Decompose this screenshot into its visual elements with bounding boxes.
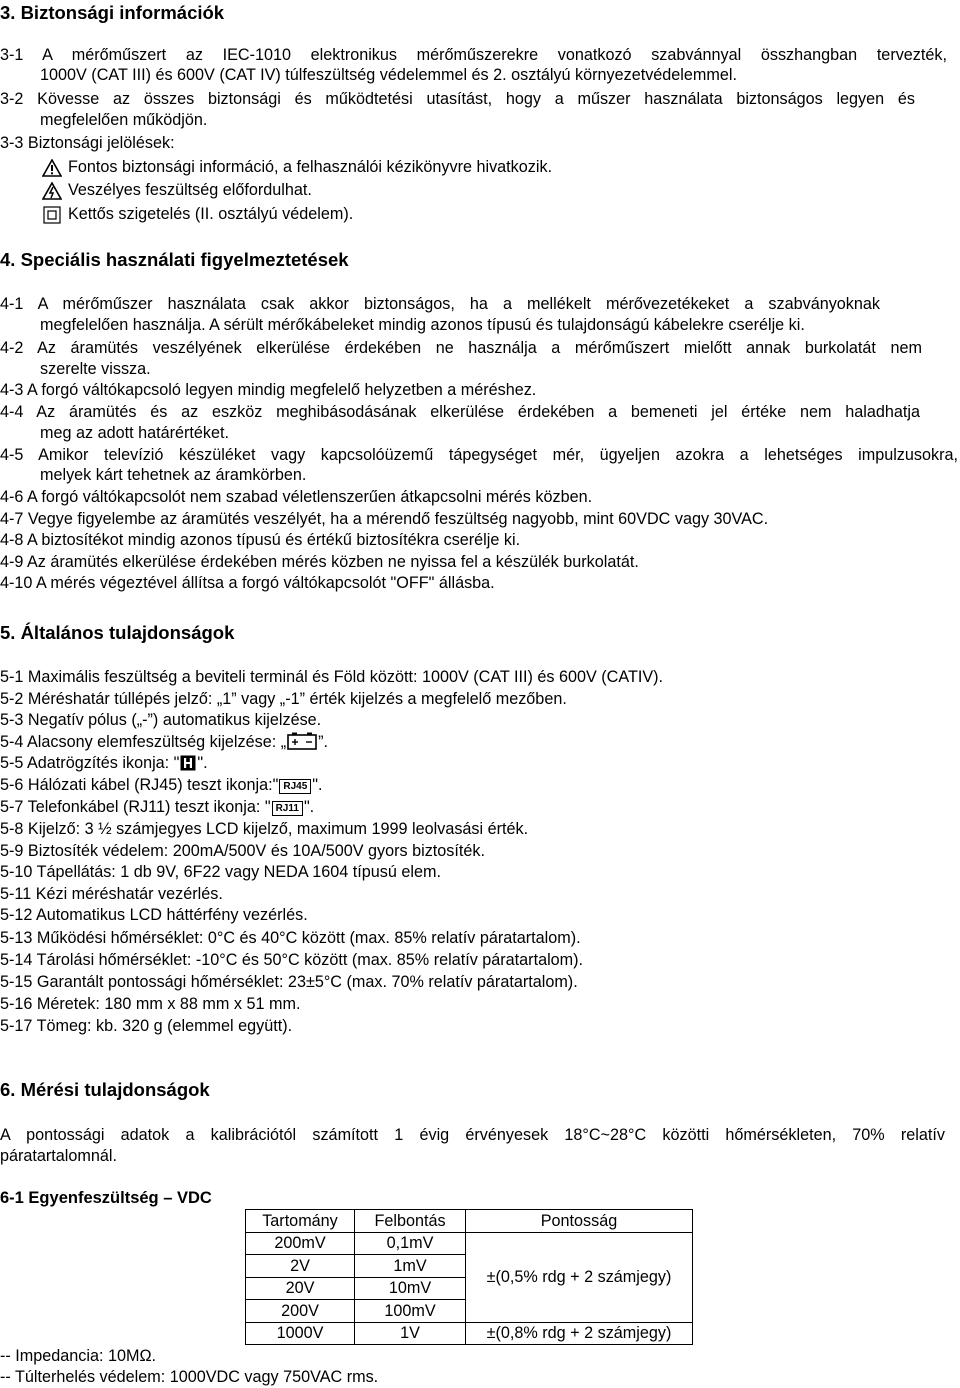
item-5-6-text: 5-6 Hálózati kábel (RJ45) teszt ikonja:" bbox=[0, 776, 279, 794]
symbol-3-text: Kettős szigetelés (II. osztályú védelem). bbox=[68, 205, 354, 223]
item-5-7-text: 5-7 Telefonkábel (RJ11) teszt ikonja: " bbox=[0, 798, 271, 816]
item-5-7 bbox=[0, 797, 314, 817]
item-5-12: 5-12 Automatikus LCD háttérfény vezérlés. bbox=[0, 906, 308, 924]
item-5-4-end: ”. bbox=[318, 733, 329, 751]
section-4-title: 4. Speciális használati figyelmeztetések bbox=[0, 249, 349, 270]
section-6-intro-line1: A pontossági adatok a kalibrációtól számított 1 évig érvényesek 18°C~28°C közötti hőmérsékleten, 70% relatív bbox=[0, 1126, 945, 1144]
subsection-6-1-title: 6-1 Egyenfeszültség – VDC bbox=[0, 1189, 212, 1207]
section-6-title: 6. Mérési tulajdonságok bbox=[0, 1079, 210, 1100]
item-4-7: 4-7 Vegye figyelembe az áramütés veszélyét, ha a mérendő feszültség nagyobb, mint 60VDC vagy 30VAC. bbox=[0, 510, 769, 528]
section-6-intro-line2: páratartalomnál. bbox=[0, 1147, 117, 1165]
item-5-4-text: 5-4 Alacsony elemfeszültség kijelzése: „ bbox=[0, 733, 287, 751]
item-5-4 bbox=[0, 732, 328, 752]
cell-resolution: 0,1mV bbox=[355, 1232, 466, 1255]
item-5-5-end: ". bbox=[197, 754, 208, 772]
warning-icon bbox=[42, 159, 62, 177]
cell-resolution: 1V bbox=[355, 1322, 466, 1345]
item-5-15: 5-15 Garantált pontossági hőmérséklet: 23±5°C (max. 70% relatív páratartalom). bbox=[0, 973, 578, 991]
item-5-17: 5-17 Tömeg: kb. 320 g (elemmel együtt). bbox=[0, 1017, 293, 1035]
item-5-5-text: 5-5 Adatrögzítés ikonja: " bbox=[0, 754, 180, 772]
item-5-7-end: ". bbox=[303, 798, 315, 816]
item-4-3: 4-3 A forgó váltókapcsoló legyen mindig megfelelő helyzetben a méréshez. bbox=[0, 381, 537, 399]
cell-range: 2V bbox=[246, 1255, 355, 1278]
item-4-8: 4-8 A biztosítékot mindig azonos típusú és értékű biztosítékra cserélje ki. bbox=[0, 531, 521, 549]
item-5-16: 5-16 Méretek: 180 mm x 88 mm x 51 mm. bbox=[0, 995, 301, 1013]
item-4-9: 4-9 Az áramütés elkerülése érdekében mérés közben ne nyissa fel a készülék burkolatát. bbox=[0, 553, 639, 571]
header-resolution: Felbontás bbox=[355, 1210, 466, 1233]
section-3-title: 3. Biztonsági információk bbox=[0, 2, 225, 23]
item-3-3: 3-3 Biztonsági jelölések: bbox=[0, 134, 175, 152]
note-impedance: -- Impedancia: 10MΩ. bbox=[0, 1347, 157, 1365]
item-3-1-line2: 1000V (CAT III) és 600V (CAT IV) túlfeszültség védelemmel és 2. osztályú környezetvédelemmel. bbox=[40, 66, 737, 84]
header-accuracy: Pontosság bbox=[466, 1210, 693, 1233]
item-4-2-line2: szerelte vissza. bbox=[40, 360, 151, 378]
double-insulation-icon bbox=[42, 206, 62, 224]
item-3-2-line1: 3-2 Kövesse az összes biztonsági és működtetési utasítást, hogy a műszer használata biztonságos legyen és bbox=[0, 90, 915, 108]
note-overload: -- Túlterhelés védelem: 1000VDC vagy 750VAC rms. bbox=[0, 1368, 379, 1386]
item-4-1-line2: megfelelően használja. A sérült mérőkábeleket mindig azonos típusú és tulajdonságú kábelekre cserélje ki. bbox=[40, 316, 805, 334]
item-3-1-line1: 3-1 A mérőműszert az IEC-1010 elektronikus mérőműszerekre vonatkozó szabvánnyal összhangban tervezték, bbox=[0, 46, 947, 64]
rj45-icon: RJ45 bbox=[279, 779, 311, 794]
item-5-8: 5-8 Kijelző: 3 ½ számjegyes LCD kijelző, maximum 1999 leolvasási érték. bbox=[0, 820, 529, 838]
item-5-6-end: ". bbox=[312, 776, 323, 794]
section-5-title: 5. Általános tulajdonságok bbox=[0, 622, 235, 643]
item-4-1-line1: 4-1 A mérőműszer használata csak akkor biztonságos, ha a mellékelt mérővezetékeket a szabványoknak bbox=[0, 295, 880, 313]
table-row bbox=[246, 1322, 693, 1345]
item-4-4-line2: meg az adott határértéket. bbox=[40, 424, 229, 442]
table-row bbox=[246, 1232, 693, 1255]
cell-accuracy: ±(0,5% rdg + 2 számjegy) bbox=[466, 1232, 693, 1322]
item-5-5 bbox=[0, 753, 208, 773]
low-battery-icon bbox=[287, 732, 317, 750]
cell-range: 1000V bbox=[246, 1322, 355, 1345]
cell-resolution: 100mV bbox=[355, 1300, 466, 1323]
item-4-5-line1: 4-5 Amikor televízió készüléket vagy kapcsolóüzemű tápegységet mér, ügyeljen azokra a lehetséges impulzusokra, bbox=[0, 446, 958, 464]
cell-resolution: 1mV bbox=[355, 1255, 466, 1278]
item-5-2: 5-2 Méréshatár túllépés jelző: „1” vagy „-1” érték kijelzés a megfelelő mezőben. bbox=[0, 690, 567, 708]
item-4-6: 4-6 A forgó váltókapcsolót nem szabad véletlenszerűen átkapcsolni mérés közben. bbox=[0, 488, 593, 506]
item-5-10: 5-10 Tápellátás: 1 db 9V, 6F22 vagy NEDA 1604 típusú elem. bbox=[0, 863, 441, 881]
item-3-2-line2: megfelelően működjön. bbox=[40, 111, 208, 129]
item-4-5-line2: melyek kárt tehetnek az áramkörben. bbox=[40, 466, 307, 484]
high-voltage-icon bbox=[42, 182, 62, 200]
item-5-3: 5-3 Negatív pólus („-”) automatikus kijelzése. bbox=[0, 711, 322, 729]
cell-range: 200mV bbox=[246, 1232, 355, 1255]
item-5-1: 5-1 Maximális feszültség a beviteli terminál és Föld között: 1000V (CAT III) és 600V (CATIV). bbox=[0, 668, 664, 686]
cell-accuracy: ±(0,8% rdg + 2 számjegy) bbox=[466, 1322, 693, 1345]
item-4-2-line1: 4-2 Az áramütés veszélyének elkerülése érdekében ne használja a mérőműszert mielőtt annak burkolatát nem bbox=[0, 339, 922, 357]
data-hold-icon bbox=[180, 755, 196, 771]
symbol-1-text: Fontos biztonsági információ, a felhasználói kézikönyvre hivatkozik. bbox=[68, 158, 553, 176]
cell-resolution: 10mV bbox=[355, 1277, 466, 1300]
rj11-icon: RJ11 bbox=[272, 801, 303, 816]
item-5-13: 5-13 Működési hőmérséklet: 0°C és 40°C között (max. 85% relatív páratartalom). bbox=[0, 929, 581, 947]
item-4-10: 4-10 A mérés végeztével állítsa a forgó váltókapcsolót "OFF" állásba. bbox=[0, 574, 495, 592]
item-4-4-line1: 4-4 Az áramütés és az eszköz meghibásodásának elkerülése érdekében a bemeneti jel értéke nem haladhatja bbox=[0, 403, 920, 421]
item-5-11: 5-11 Kézi méréshatár vezérlés. bbox=[0, 885, 223, 903]
cell-range: 20V bbox=[246, 1277, 355, 1300]
table-header-row bbox=[246, 1210, 693, 1233]
item-5-6 bbox=[0, 775, 323, 795]
cell-range: 200V bbox=[246, 1300, 355, 1323]
item-5-9: 5-9 Biztosíték védelem: 200mA/500V és 10A/500V gyors biztosíték. bbox=[0, 842, 485, 860]
vdc-spec-table bbox=[245, 1209, 693, 1345]
item-5-14: 5-14 Tárolási hőmérséklet: -10°C és 50°C között (max. 85% relatív páratartalom). bbox=[0, 951, 584, 969]
symbol-2-text: Veszélyes feszültség előfordulhat. bbox=[68, 181, 312, 199]
header-range: Tartomány bbox=[246, 1210, 355, 1233]
